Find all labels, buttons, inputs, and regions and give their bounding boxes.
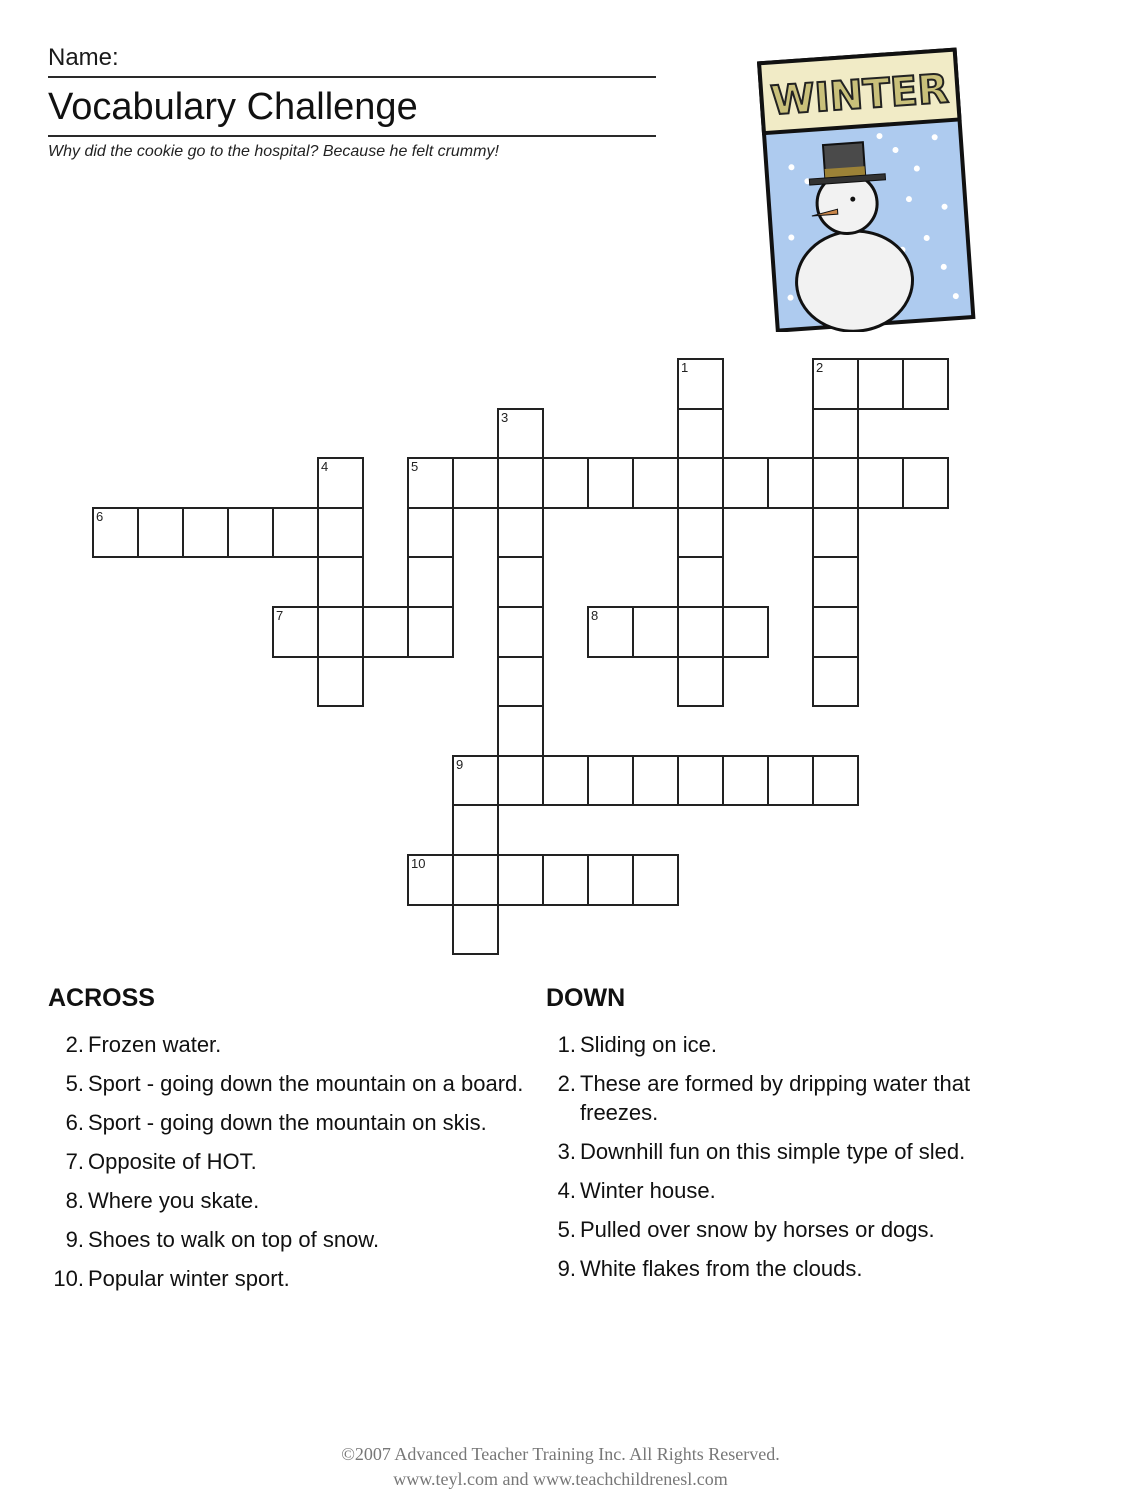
across-clue [48, 1186, 528, 1215]
crossword-cell[interactable] [497, 656, 544, 708]
clue-number: 10. [53, 1266, 84, 1291]
crossword-cell[interactable] [317, 606, 364, 658]
crossword-cell[interactable] [632, 606, 679, 658]
crossword-cell[interactable] [137, 507, 184, 559]
across-clues [48, 1030, 528, 1303]
crossword-cell[interactable] [497, 556, 544, 608]
clue-number: 2. [65, 1032, 84, 1057]
crossword-cell[interactable] [587, 457, 634, 509]
clue-text: Where you skate. [88, 1188, 260, 1213]
clue-number-label: 7 [276, 608, 284, 623]
crossword-cell[interactable] [317, 656, 364, 708]
clue-number: 9. [557, 1256, 576, 1281]
crossword-cell[interactable] [587, 755, 634, 807]
clue-text: Winter house. [580, 1178, 716, 1203]
crossword-cell[interactable] [407, 606, 454, 658]
crossword-cell[interactable] [632, 755, 679, 807]
name-label: Name: [48, 44, 119, 71]
clue-number: 5. [65, 1071, 84, 1096]
down-clue [540, 1030, 1010, 1059]
crossword-cell[interactable] [542, 457, 589, 509]
crossword-cell[interactable] [812, 656, 859, 708]
crossword-cell[interactable] [812, 408, 859, 460]
crossword-cell[interactable] [272, 606, 319, 658]
crossword-cell[interactable] [362, 606, 409, 658]
crossword-cell[interactable] [497, 606, 544, 658]
across-clue [48, 1030, 528, 1059]
clue-text: Sport - going down the mountain on skis. [88, 1110, 487, 1135]
clue-text: Pulled over snow by horses or dogs. [580, 1217, 935, 1242]
down-clues [540, 1030, 1010, 1293]
crossword-cell[interactable] [812, 457, 859, 509]
down-clue [540, 1176, 1010, 1205]
crossword-cell[interactable] [452, 904, 499, 956]
across-clue [48, 1225, 528, 1254]
crossword-cell[interactable] [722, 606, 769, 658]
crossword-cell[interactable] [452, 755, 499, 807]
crossword-cell[interactable] [677, 656, 724, 708]
clue-text: Sliding on ice. [580, 1032, 717, 1057]
crossword-cell[interactable] [587, 606, 634, 658]
crossword-cell[interactable] [767, 457, 814, 509]
clue-number: 1. [557, 1032, 576, 1057]
crossword-cell[interactable] [677, 755, 724, 807]
crossword-cell[interactable] [632, 457, 679, 509]
clue-text: Frozen water. [88, 1032, 222, 1057]
clue-number-label: 8 [591, 608, 599, 623]
crossword-cell[interactable] [722, 457, 769, 509]
crossword-cell[interactable] [722, 755, 769, 807]
crossword-cell[interactable] [857, 457, 904, 509]
crossword-cell[interactable] [677, 457, 724, 509]
clue-number: 5. [557, 1217, 576, 1242]
down-clue [540, 1215, 1010, 1244]
crossword-cell[interactable] [497, 705, 544, 757]
crossword-cell[interactable] [812, 358, 859, 410]
crossword-cell[interactable] [812, 755, 859, 807]
clue-text: Shoes to walk on top of snow. [88, 1227, 380, 1252]
crossword-cell[interactable] [812, 507, 859, 559]
clue-number-label: 5 [411, 459, 419, 475]
crossword-cell[interactable] [902, 457, 949, 509]
clue-number: 8. [65, 1188, 84, 1213]
crossword-cell[interactable] [227, 507, 274, 559]
crossword-cell[interactable] [182, 507, 229, 559]
crossword-cell[interactable] [407, 457, 454, 509]
clue-number-label: 1 [681, 360, 689, 375]
clue-number: 7. [65, 1149, 84, 1174]
joke-text: Why did the cookie go to the hospital? Because he felt crummy! [48, 143, 499, 160]
clue-number: 4. [557, 1178, 576, 1203]
crossword-cell[interactable] [857, 358, 904, 410]
crossword-cell[interactable] [542, 854, 589, 906]
crossword-cell[interactable] [497, 507, 544, 559]
crossword-cell[interactable] [587, 854, 634, 906]
crossword-cell[interactable] [497, 854, 544, 906]
crossword-cell[interactable] [677, 606, 724, 658]
clue-number: 3. [557, 1139, 576, 1164]
clue-number: 6. [65, 1110, 84, 1135]
crossword-cell[interactable] [407, 507, 454, 559]
crossword-cell[interactable] [452, 457, 499, 509]
crossword-cell[interactable] [542, 755, 589, 807]
crossword-cell[interactable] [497, 408, 544, 460]
crossword-cell[interactable] [812, 606, 859, 658]
clue-text: Popular winter sport. [88, 1266, 290, 1291]
website-text: www.teyl.com and www.teachchildrenesl.com [393, 1469, 728, 1489]
across-clue [48, 1147, 528, 1176]
crossword-cell[interactable] [317, 507, 364, 559]
svg-text:WINTER: WINTER [769, 66, 950, 125]
clue-number-label: 3 [501, 409, 509, 425]
crossword-cell[interactable] [92, 507, 139, 559]
crossword-cell[interactable] [677, 507, 724, 559]
crossword-cell[interactable] [767, 755, 814, 807]
clue-number-label: 10 [411, 856, 426, 871]
crossword-cell[interactable] [317, 556, 364, 608]
crossword-cell[interactable] [497, 457, 544, 509]
clue-number-label: 2 [816, 360, 824, 375]
crossword-cell[interactable] [632, 854, 679, 906]
crossword-cell[interactable] [497, 755, 544, 807]
crossword-cell[interactable] [272, 507, 319, 559]
clue-text: These are formed by dripping water that freezes. [580, 1071, 971, 1125]
clue-text: Downhill fun on this simple type of sled. [580, 1139, 966, 1164]
clue-text: White flakes from the clouds. [580, 1256, 863, 1281]
across-clue [48, 1264, 528, 1293]
crossword-cell[interactable] [317, 457, 364, 509]
crossword-cell[interactable] [452, 804, 499, 856]
crossword-cell[interactable] [677, 408, 724, 460]
clue-number-label: 6 [96, 508, 104, 524]
copyright-text: ©2007 Advanced Teacher Training Inc. All Rights Reserved. [341, 1444, 780, 1464]
down-heading: DOWN [546, 984, 626, 1012]
across-heading: ACROSS [48, 984, 155, 1012]
across-clue [48, 1108, 528, 1137]
across-clue [48, 1069, 528, 1098]
clue-number-label: 9 [456, 756, 464, 772]
crossword-cell[interactable] [677, 556, 724, 608]
crossword-cell[interactable] [902, 358, 949, 410]
clue-number: 2. [557, 1071, 576, 1096]
down-clue [540, 1137, 1010, 1166]
crossword-cell[interactable] [407, 854, 454, 906]
clue-number-label: 4 [321, 459, 329, 475]
down-clue [540, 1069, 1010, 1127]
down-clue [540, 1254, 1010, 1283]
clue-number: 9. [65, 1227, 84, 1252]
clue-text: Sport - going down the mountain on a board. [88, 1071, 524, 1096]
crossword-cell[interactable] [677, 358, 724, 410]
crossword-cell[interactable] [452, 854, 499, 906]
clue-text: Opposite of HOT. [88, 1149, 257, 1174]
page-title: Vocabulary Challenge [48, 86, 418, 128]
crossword-cell[interactable] [812, 556, 859, 608]
crossword-cell[interactable] [407, 556, 454, 608]
